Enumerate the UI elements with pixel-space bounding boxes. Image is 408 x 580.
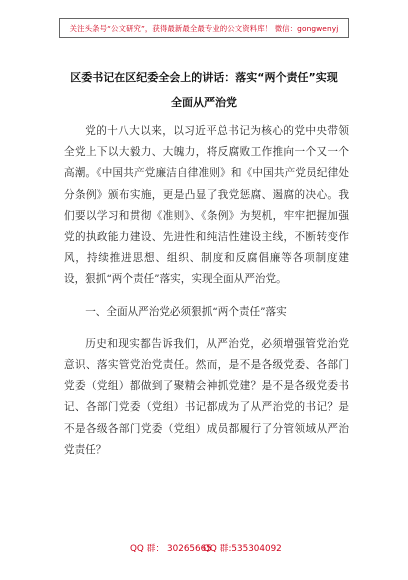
footer-qq-group-right: QQ 群:535304092: [203, 544, 282, 554]
header-notice-box: [59, 18, 349, 38]
section-heading: 一、全面从严治党必须狠抓“两个责任”落实: [85, 305, 287, 318]
footer-qq-group-left: QQ 群： 30265665: [130, 544, 212, 554]
intro-paragraph: 党的十八大以来，以习近平总书记为核心的党中央带领全党上下以大毅力、大魄力，将反腐败工作推向一个又一个高潮。《中国共产党廉洁自律准则》和《中国共产党员纪律处分条例》颁布实施，更是凸显了我党惩腐、遏腐的决心。我们要以学习和贯彻《准则》、《条例》为契机，牢牢把握加强党的执政能力建设、先进性和纯洁性建设主线，不断转变作风，持续推进思想、组织、制度和反腐倡廉等各项制度建设，狠抓“两个责任”落实，实现全面从严治党。: [64, 125, 349, 286]
document-title-line-2: 全面从严治党: [171, 96, 237, 109]
document-title-line-1: 区委书记在区纪委全会上的讲话：落实“两个责任”实现: [70, 71, 338, 84]
section-paragraph: 历史和现实都告诉我们，从严治党，必须增强管党治党意识、落实管党治党责任。然而，是不是各级党委、各部门党委（党组）都做到了聚精会神抓党建？是不是各级党委书记、各部门党委（党组）书记都成为了从严治党的书记？是不是各级各部门党委（党组）成员都履行了分管领域从严治党责任？: [64, 337, 349, 456]
document-body: [64, 121, 349, 461]
header-notice-text: 关注头条号“公文研究”，获得最新最全最专业的公文资料库！ 微信：gongwenyj: [69, 23, 339, 33]
